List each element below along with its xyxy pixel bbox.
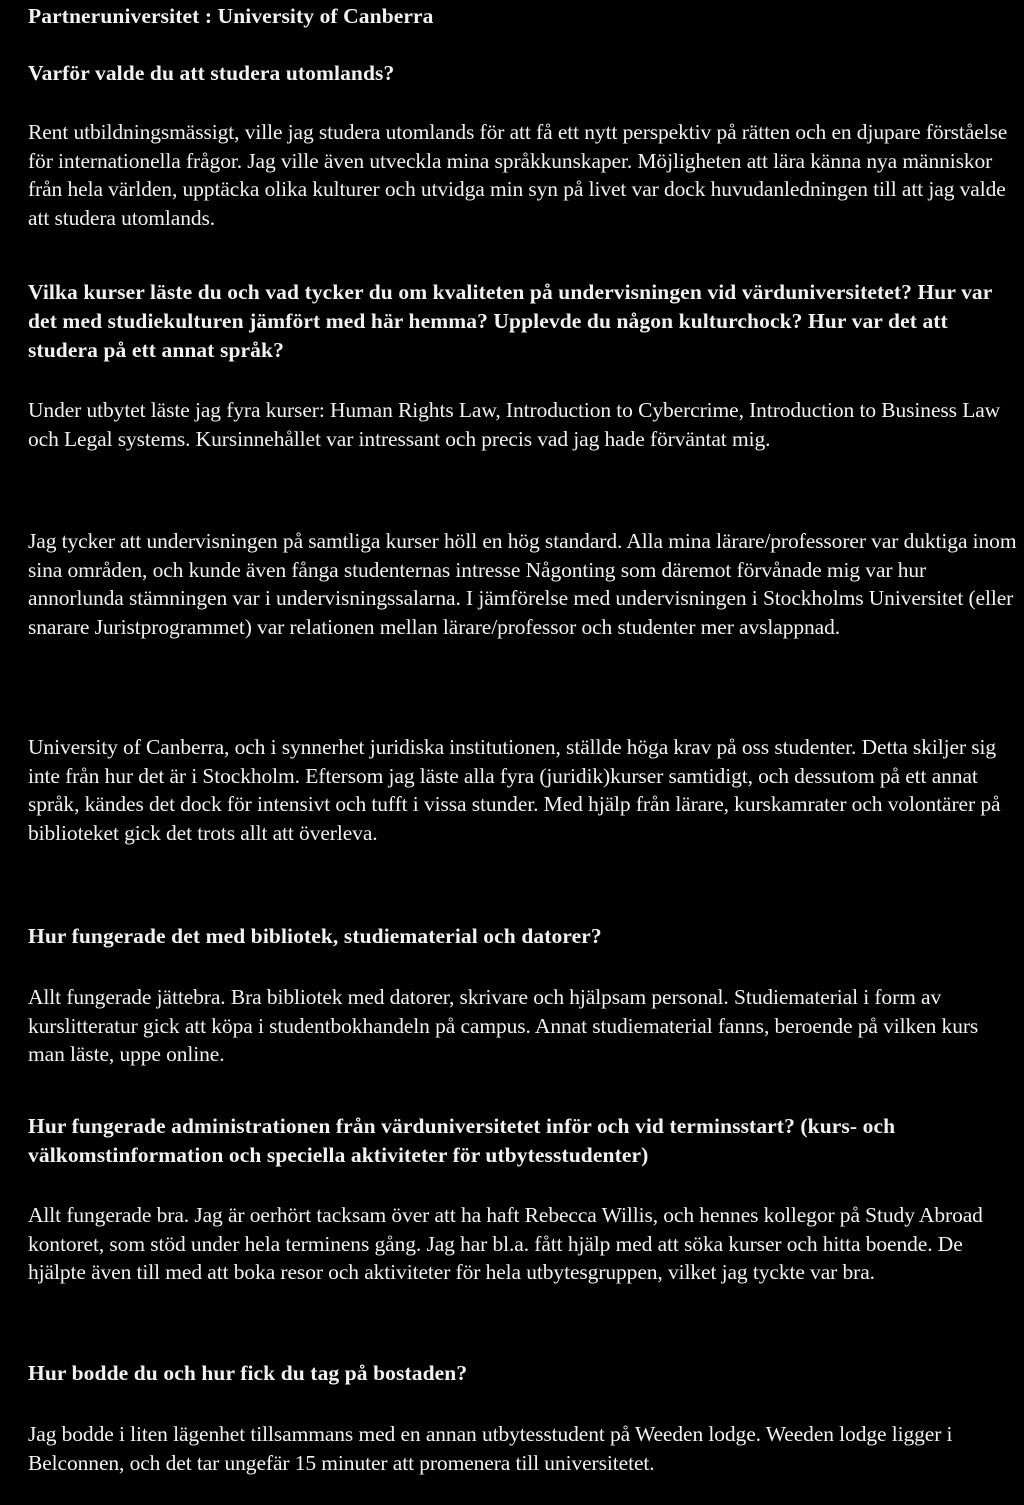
answer-why-abroad: Rent utbildningsmässigt, ville jag studera utomlands för att få ett nytt perspektiv på rätten och en djupare förståelse för internationella frågor. Jag ville även utveckla mina språkkunskaper. Möjligheten att lära känna nya människor från hela världen, upptäcka olika kulturer och utvidga min syn på livet var dock huvudanledningen till att jag valde att studera utomlands. (28, 120, 1008, 230)
answer-housing: Jag bodde i liten lägenhet tillsammans med en annan utbytesstudent på Weeden lodge. Weeden lodge ligger i Belconnen, och det tar ungefär 15 minuter att promenera till universitetet. (28, 1422, 953, 1475)
answer-administration: Allt fungerade bra. Jag är oerhört tacksam över att ha haft Rebecca Willis, och hennes kollegor på Study Abroad kontoret, som stöd under hela terminens gång. Jag har bl.a. fått hjälp med att söka kurser och hitta boende. De hjälpte även till med att boka resor och aktiviteter för hela utbytesgruppen, vilket jag tyckte var bra. (28, 1203, 983, 1284)
answer-courses-paragraph-3: University of Canberra, och i synnerhet juridiska institutionen, ställde höga krav på oss studenter. Detta skiljer sig inte från hur det är i Stockholm. Eftersom jag läste alla fyra (juridik)kurser samtidigt, och dessutom på ett annat språk, kändes det dock för intensivt och tufft i vissa stunder. Med hjälp från lärare, kurskamrater och volontärer på biblioteket gick det trots allt att överleva. (28, 735, 1001, 845)
question-administration: Hur fungerade administrationen från värduniversitetet inför och vid terminsstart? (kurs- och välkomstinformation och speciella aktiviteter för utbytesstudenter) (28, 1114, 896, 1167)
question-courses: Vilka kurser läste du och vad tycker du om kvaliteten på undervisningen vid värduniversitetet? Hur var det med studiekulturen jämfört med här hemma? Upplevde du någon kulturchock? Hur var det att studera på ett annat språk? (28, 280, 993, 362)
answer-library: Allt fungerade jättebra. Bra bibliotek med datorer, skrivare och hjälpsam personal. Studiematerial i form av kurslitteratur gick att köpa i studentbokhandeln på campus. Annat studiematerial fanns, beroende på vilken kurs man läste, uppe online. (28, 985, 979, 1066)
answer-courses-paragraph-2: Jag tycker att undervisningen på samtliga kurser höll en hög standard. Alla mina lärare/professorer var duktiga inom sina områden, och kunde även fånga studenternas intresse Någonting som däremot förvånade mig var hur annorlunda stämningen var i undervisningssalarna. I jämförelse med undervisningen i Stockholms Universitet (eller snarare Juristprogrammet) var relationen mellan lärare/professor och studenter mer avslappnad. (28, 529, 1017, 639)
partner-university-heading: Partneruniversitet : University of Canberra (28, 4, 434, 28)
question-housing: Hur bodde du och hur fick du tag på bostaden? (28, 1361, 468, 1385)
answer-courses-paragraph-1: Under utbytet läste jag fyra kurser: Human Rights Law, Introduction to Cybercrime, Introduction to Business Law och Legal systems. Kursinnehållet var intressant och precis vad jag hade förväntat mig. (28, 398, 1001, 451)
question-library: Hur fungerade det med bibliotek, studiematerial och datorer? (28, 924, 602, 948)
question-why-abroad: Varför valde du att studera utomlands? (28, 61, 395, 85)
